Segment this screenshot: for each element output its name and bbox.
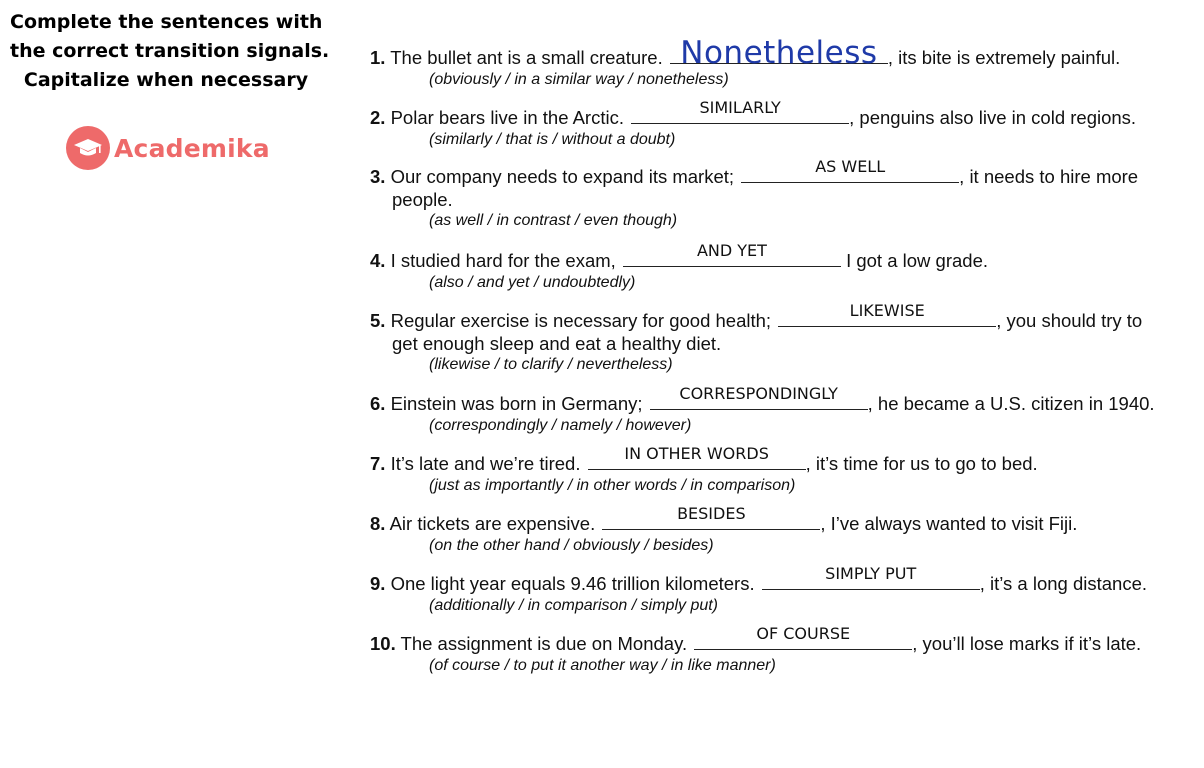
sentence-end: , I’ve always wanted to visit Fiji.	[820, 513, 1078, 534]
answer-options: (as well / in contrast / even though)	[429, 212, 678, 229]
answer-blank[interactable]	[694, 624, 912, 650]
answer-text: CORRESPONDINGLY	[679, 384, 838, 403]
sentence-end: , it needs to hire more	[959, 166, 1139, 187]
answer-text: LIKEWISE	[849, 301, 925, 320]
sentence-start: Einstein was born in Germany;	[390, 393, 648, 414]
sentence-end: , penguins also live in cold regions.	[849, 107, 1137, 128]
sentence	[370, 241, 1190, 273]
answer-options: (similarly / that is / without a doubt)	[429, 131, 676, 148]
answer-options: (just as importantly / in other words / in comparison)	[429, 477, 796, 494]
exercise-item	[370, 35, 1190, 90]
sentence-start: It’s late and we’re tired.	[390, 453, 586, 474]
answer-options: (likewise / to clarify / nevertheless)	[429, 356, 673, 373]
sentence-end: I got a low grade.	[840, 250, 988, 271]
item-number: 10.	[370, 633, 396, 654]
answer-blank[interactable]	[650, 384, 868, 410]
sentence-end: , he became a U.S. citizen in 1940.	[867, 393, 1155, 414]
item-number: 7.	[370, 453, 386, 474]
sentence-continuation: people.	[392, 189, 453, 210]
answer-blank[interactable]	[741, 157, 959, 183]
answer-blank[interactable]	[670, 35, 888, 71]
exercise-item	[370, 241, 1190, 293]
answer-options: (correspondingly / namely / however)	[429, 417, 692, 434]
sentence-end: , you should try to	[996, 310, 1143, 331]
sentence	[370, 301, 1190, 333]
exercise-item	[370, 384, 1190, 436]
item-number: 8.	[370, 513, 386, 534]
item-number: 9.	[370, 573, 386, 594]
instructions-line-2: the correct transition signals.	[10, 40, 330, 62]
exercise-item	[370, 624, 1190, 676]
answer-blank[interactable]	[623, 241, 841, 267]
instructions	[10, 8, 330, 95]
answer-options: (additionally / in comparison / simply put)	[429, 597, 719, 614]
academika-logo	[66, 124, 270, 172]
answer-blank[interactable]	[762, 564, 980, 590]
sentence-start: The assignment is due on Monday.	[400, 633, 693, 654]
answer-options: (on the other hand / obviously / besides)	[429, 537, 714, 554]
graduation-cap-icon	[66, 126, 110, 170]
sentence-continuation: get enough sleep and eat a healthy diet.	[392, 333, 722, 354]
item-number: 2.	[370, 107, 386, 128]
exercise-item	[370, 444, 1190, 496]
answer-blank[interactable]	[631, 98, 849, 124]
answer-blank[interactable]	[588, 444, 806, 470]
exercise-item	[370, 98, 1190, 150]
answer-blank[interactable]	[778, 301, 996, 327]
answer-options: (also / and yet / undoubtedly)	[429, 274, 636, 291]
sentence	[370, 504, 1190, 536]
sentence-start: One light year equals 9.46 trillion kilometers.	[390, 573, 760, 594]
answer-text: OF COURSE	[756, 624, 851, 643]
exercise-item	[370, 564, 1190, 616]
sentence	[370, 35, 1190, 71]
item-number: 4.	[370, 250, 386, 271]
answer-text: BESIDES	[677, 504, 746, 523]
sentence-end: , it’s time for us to go to bed.	[805, 453, 1038, 474]
answer-blank[interactable]	[602, 504, 820, 530]
item-number: 5.	[370, 310, 386, 331]
sentence-end: , you’ll lose marks if it’s late.	[912, 633, 1142, 654]
item-number: 3.	[370, 166, 386, 187]
sentence-start: I studied hard for the exam,	[390, 250, 621, 271]
answer-options: (obviously / in a similar way / nonetheless)	[429, 71, 729, 88]
sentence	[370, 624, 1190, 656]
sentence-end: , it’s a long distance.	[979, 573, 1148, 594]
sentence-start: Our company needs to expand its market;	[390, 166, 740, 187]
sentence	[370, 444, 1190, 476]
answer-text: AS WELL	[815, 157, 886, 176]
sentence	[370, 564, 1190, 596]
sentence-start: Regular exercise is necessary for good health;	[390, 310, 777, 331]
item-number: 6.	[370, 393, 386, 414]
sentence-start: The bullet ant is a small creature.	[390, 47, 668, 68]
sentence-start: Polar bears live in the Arctic.	[390, 107, 630, 128]
instructions-line-1: Complete the sentences with	[10, 11, 323, 33]
item-number: 1.	[370, 47, 386, 68]
answer-text: IN OTHER WORDS	[624, 444, 769, 463]
logo-text: Academika	[114, 133, 270, 163]
sentence	[370, 157, 1190, 189]
sentence	[370, 384, 1190, 416]
sentence-end: , its bite is extremely painful.	[887, 47, 1121, 68]
exercise-item	[370, 301, 1190, 375]
answer-text: SIMPLY PUT	[825, 564, 917, 583]
answer-options: (of course / to put it another way / in like manner)	[429, 657, 776, 674]
answer-text: SIMILARLY	[699, 98, 781, 117]
answer-text: AND YET	[696, 241, 767, 260]
exercise-item	[370, 504, 1190, 556]
sentence	[370, 98, 1190, 130]
exercise-item	[370, 157, 1190, 231]
instructions-line-3: Capitalize when necessary	[23, 69, 309, 91]
sentence-start: Air tickets are expensive.	[389, 513, 601, 534]
answer-text: Nonetheless	[680, 35, 878, 71]
